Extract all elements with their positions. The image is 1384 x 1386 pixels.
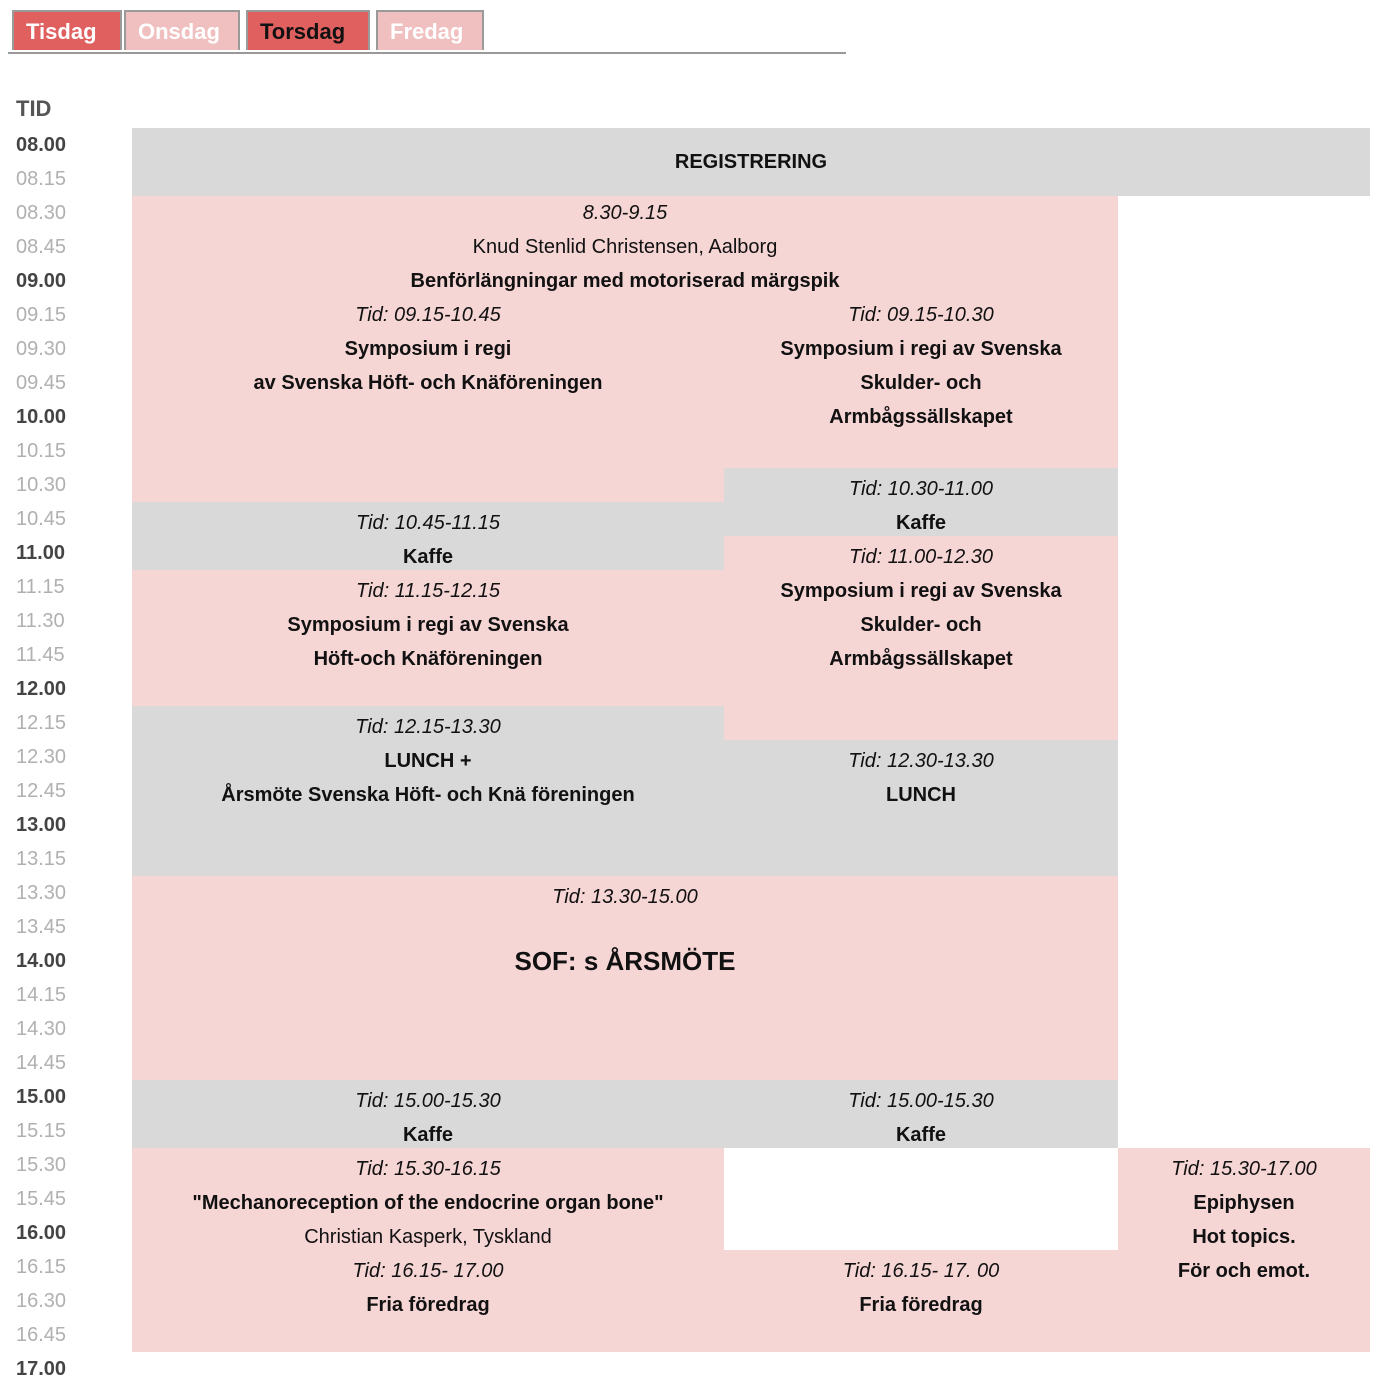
time-label: 14.15 <box>16 984 67 1006</box>
event-time: Tid: 09.15-10.45 <box>355 304 501 326</box>
time-label: 13.15 <box>16 848 67 870</box>
time-label: 11.00 <box>16 542 65 564</box>
time-label: 09.30 <box>16 338 67 360</box>
time-label: 13.45 <box>16 916 67 938</box>
kaffe-left-block <box>132 1080 724 1148</box>
event-time: Tid: 15.30-17.00 <box>1171 1158 1317 1180</box>
event-time: 8.30-9.15 <box>582 202 668 224</box>
symposium-sa-block-2 <box>724 536 1118 740</box>
event-time: Tid: 16.15- 17.00 <box>352 1260 504 1282</box>
time-label: 11.15 <box>16 576 65 598</box>
event-title: av Svenska Höft- och Knäföreningen <box>253 372 603 394</box>
event-title: Kaffe <box>895 512 946 534</box>
time-label: 10.15 <box>16 440 67 462</box>
time-label: 10.00 <box>16 406 67 428</box>
time-label: 10.30 <box>16 474 67 496</box>
event-title: REGISTRERING <box>674 151 828 173</box>
event-title: Skulder- och <box>860 614 982 636</box>
event-title: Kaffe <box>402 546 453 568</box>
time-label: 11.45 <box>16 644 65 666</box>
event-time: Tid: 09.15-10.30 <box>848 304 994 326</box>
event-title: LUNCH + <box>384 750 472 772</box>
event-time: Tid: 13.30-15.00 <box>552 886 698 908</box>
epiphysen-block <box>1118 1148 1370 1352</box>
time-label: 08.15 <box>16 168 67 190</box>
time-label: 08.45 <box>16 236 67 258</box>
event-time: Tid: 11.15-12.15 <box>356 580 500 602</box>
event-title: Kaffe <box>402 1124 453 1146</box>
time-label: 13.00 <box>16 814 67 836</box>
event-time: Tid: 15.00-15.30 <box>355 1090 501 1112</box>
tab-fredag[interactable]: Fredag <box>376 10 484 50</box>
event-title: Fria föredrag <box>366 1294 490 1316</box>
kaffe-hk-block <box>132 502 724 570</box>
day-tabs <box>8 8 846 54</box>
time-label: 16.30 <box>16 1290 67 1312</box>
event-time: Tid: 12.15-13.30 <box>355 716 501 738</box>
event-title: SOF: s ÅRSMÖTE <box>514 946 736 976</box>
event-title: Epiphysen <box>1193 1192 1295 1214</box>
event-time: Tid: 16.15- 17. 00 <box>842 1260 1000 1282</box>
event-time: Tid: 15.00-15.30 <box>848 1090 994 1112</box>
event-title: "Mechanoreception of the endocrine organ bone" <box>192 1192 664 1214</box>
fria-foredrag-left <box>132 1250 724 1352</box>
event-title: Symposium i regi av Svenska <box>287 614 569 636</box>
event-title: LUNCH <box>886 784 956 806</box>
time-label: 15.45 <box>16 1188 67 1210</box>
event-title: Hot topics. <box>1192 1226 1296 1248</box>
event-time: Tid: 10.30-11.00 <box>849 478 993 500</box>
time-label: 11.30 <box>16 610 65 632</box>
event-title: Symposium i regi av Svenska <box>780 580 1062 602</box>
kaffe-sa-block <box>724 468 1118 536</box>
event-title: Symposium i regi av Svenska <box>780 338 1062 360</box>
event-title: Armbågssällskapet <box>829 406 1013 428</box>
mechanoreception-block <box>132 1148 724 1250</box>
time-label: 12.00 <box>16 678 67 700</box>
fria-foredrag-right <box>724 1250 1118 1352</box>
time-label: 14.00 <box>16 950 67 972</box>
registrering-block <box>132 128 1370 196</box>
event-speaker: Knud Stenlid Christensen, Aalborg <box>472 236 778 258</box>
tab-tisdag[interactable]: Tisdag <box>12 10 122 50</box>
time-label: 09.15 <box>16 304 67 326</box>
event-title: Armbågssällskapet <box>829 648 1013 670</box>
time-label: 08.30 <box>16 202 67 224</box>
time-column-header: TID <box>16 96 52 121</box>
event-title: Årsmöte Svenska Höft- och Knä föreningen <box>221 784 635 806</box>
time-label: 09.00 <box>16 270 67 292</box>
lunch-sa-block <box>724 740 1118 876</box>
sof-arsmote-block <box>132 876 1118 1080</box>
time-label: 15.30 <box>16 1154 67 1176</box>
time-label: 15.15 <box>16 1120 67 1142</box>
event-time: Tid: 10.45-11.15 <box>356 512 500 534</box>
event-title: Skulder- och <box>860 372 982 394</box>
event-title: För och emot. <box>1177 1260 1311 1282</box>
kaffe-right-block <box>724 1080 1118 1148</box>
time-label: 16.15 <box>16 1256 67 1278</box>
event-title: Symposium i regi <box>344 338 512 360</box>
time-label: 16.45 <box>16 1324 67 1346</box>
event-time: Tid: 12.30-13.30 <box>848 750 994 772</box>
event-time: Tid: 11.00-12.30 <box>849 546 993 568</box>
time-label: 08.00 <box>16 134 67 156</box>
symposium-hk-block-1 <box>132 298 724 502</box>
event-speaker: Christian Kasperk, Tyskland <box>304 1226 552 1248</box>
tab-torsdag[interactable]: Torsdag <box>246 10 370 50</box>
event-time: Tid: 15.30-16.15 <box>355 1158 501 1180</box>
event-title: Benförlängningar med motoriserad märgspik <box>410 270 840 292</box>
event-title: Kaffe <box>895 1124 946 1146</box>
time-label: 14.45 <box>16 1052 67 1074</box>
time-label: 13.30 <box>16 882 67 904</box>
time-label: 14.30 <box>16 1018 67 1040</box>
lunch-hk-block <box>132 706 724 876</box>
time-label: 16.00 <box>16 1222 67 1244</box>
fria-foredrag-row <box>132 1250 1118 1352</box>
symposium-sa-block-1 <box>724 298 1118 468</box>
event-title: Höft-och Knäföreningen <box>313 648 543 670</box>
time-label: 12.15 <box>16 712 67 734</box>
event-title: Fria föredrag <box>859 1294 983 1316</box>
time-label: 17.00 <box>16 1358 67 1380</box>
time-label: 15.00 <box>16 1086 67 1108</box>
symposium-hk-block-2 <box>132 570 724 706</box>
time-label: 10.45 <box>16 508 67 530</box>
time-label: 12.30 <box>16 746 67 768</box>
time-label: 09.45 <box>16 372 67 394</box>
time-label: 12.45 <box>16 780 67 802</box>
tab-onsdag[interactable]: Onsdag <box>124 10 240 50</box>
lecture-block <box>132 196 1118 298</box>
